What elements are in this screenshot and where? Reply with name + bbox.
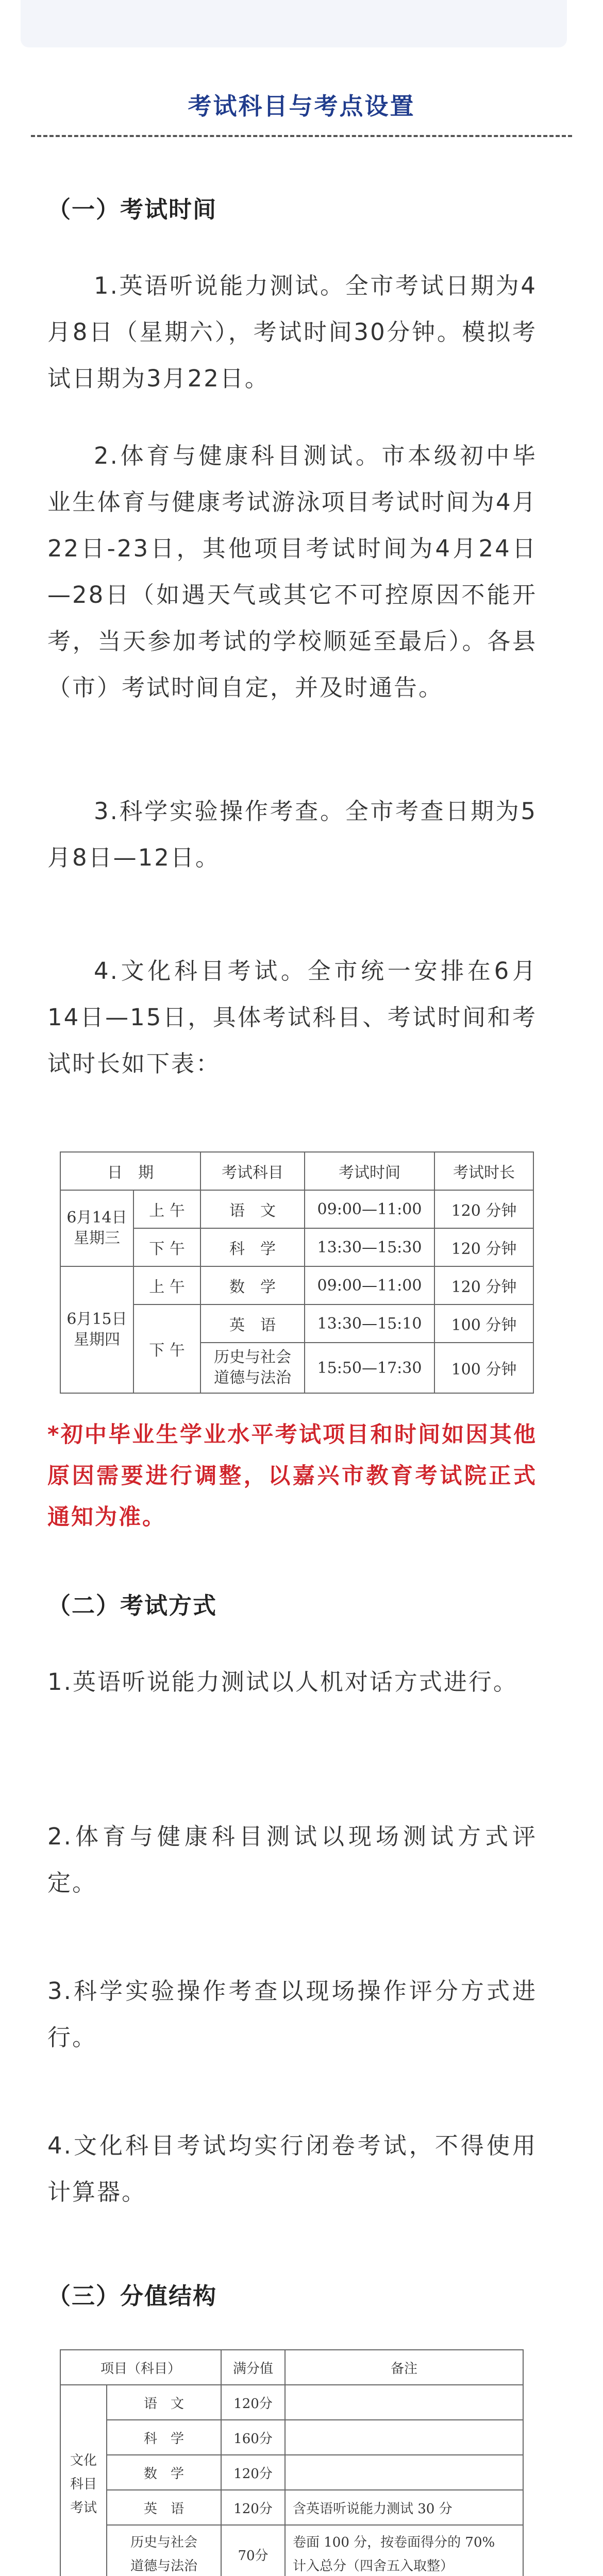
table-row: 历史与社会 道德与法治 70分 卷面 100 分，按卷面得分的 70% 计入总分（四舍五入取整）: [60, 2525, 523, 2576]
table-row: 英 语 120分 含英语听说能力测试 30 分: [60, 2490, 523, 2525]
exam-method-item-2: 2.体育与健康科目测试以现场测试方式评定。: [47, 1823, 537, 1896]
exam-method-item-4: 4.文化科目考试均实行闭卷考试，不得使用计算器。: [47, 2132, 537, 2206]
section-heading-exam-time: （一）考试时间: [47, 196, 217, 223]
title-divider: [31, 135, 572, 137]
exam-time-item-2: 2.体育与健康科目测试。市本级初中毕业生体育与健康考试游泳项目考试时间为4月22日-23日，其他项目考试时间为4月24日—28日（如遇天气或其它不可控原因不能开考，当天参加考试的学校顺延至最后）。各县（市）考试时间自定，并及时通告。: [47, 442, 537, 701]
table-row: 下 午 英 语 13:30—15:10 100 分钟: [60, 1304, 533, 1343]
table-header-row: 日 期 考试科目 考试时间 考试时长: [60, 1152, 533, 1190]
exam-time-item-3: 3.科学实验操作考查。全市考查日期为5月8日—12日。: [47, 798, 537, 871]
table-row: 下 午 科 学 13:30—15:30 120 分钟: [60, 1228, 533, 1266]
table-row: 科 学 160分: [60, 2420, 523, 2455]
section-heading-score-structure: （三）分值结构: [47, 2282, 217, 2310]
table-header-row: 项目（科目） 满分值 备注: [60, 2350, 523, 2385]
top-bar: [21, 0, 567, 47]
exam-time-item-4: 4.文化科目考试。全市统一安排在6月14日—15日，具体考试科目、考试时间和考试时长如下表：: [47, 957, 537, 1077]
page-title: 考试科目与考点设置: [188, 92, 415, 120]
table-row: 6月15日 星期四 上 午 数 学 09:00—11:00 120 分钟: [60, 1266, 533, 1304]
table-row: 历史与社会 道德与法治 15:50—17:30 100 分钟: [60, 1343, 533, 1393]
adjustment-note: *初中毕业生学业水平考试项目和时间如因其他原因需要进行调整，以嘉兴市教育考试院正式通知为准。: [47, 1422, 537, 1530]
exam-method-item-1: 1.英语听说能力测试以人机对话方式进行。: [47, 1668, 518, 1696]
table-row: 文化 科目 考试 语 文 120分: [60, 2385, 523, 2420]
section-heading-exam-method: （二）考试方式: [47, 1592, 217, 1619]
score-structure-table: [60, 2349, 524, 2576]
table-row: 数 学 120分: [60, 2455, 523, 2490]
exam-method-item-3: 3.科学实验操作考查以现场操作评分方式进行。: [47, 1977, 537, 2051]
exam-time-item-1: 1.英语听说能力测试。全市考试日期为4月8日（星期六），考试时间30分钟。模拟考试日期为3月22日。: [47, 272, 537, 392]
exam-schedule-table: [60, 1151, 534, 1394]
table-row: 6月14日 星期三 上 午 语 文 09:00—11:00 120 分钟: [60, 1190, 533, 1228]
